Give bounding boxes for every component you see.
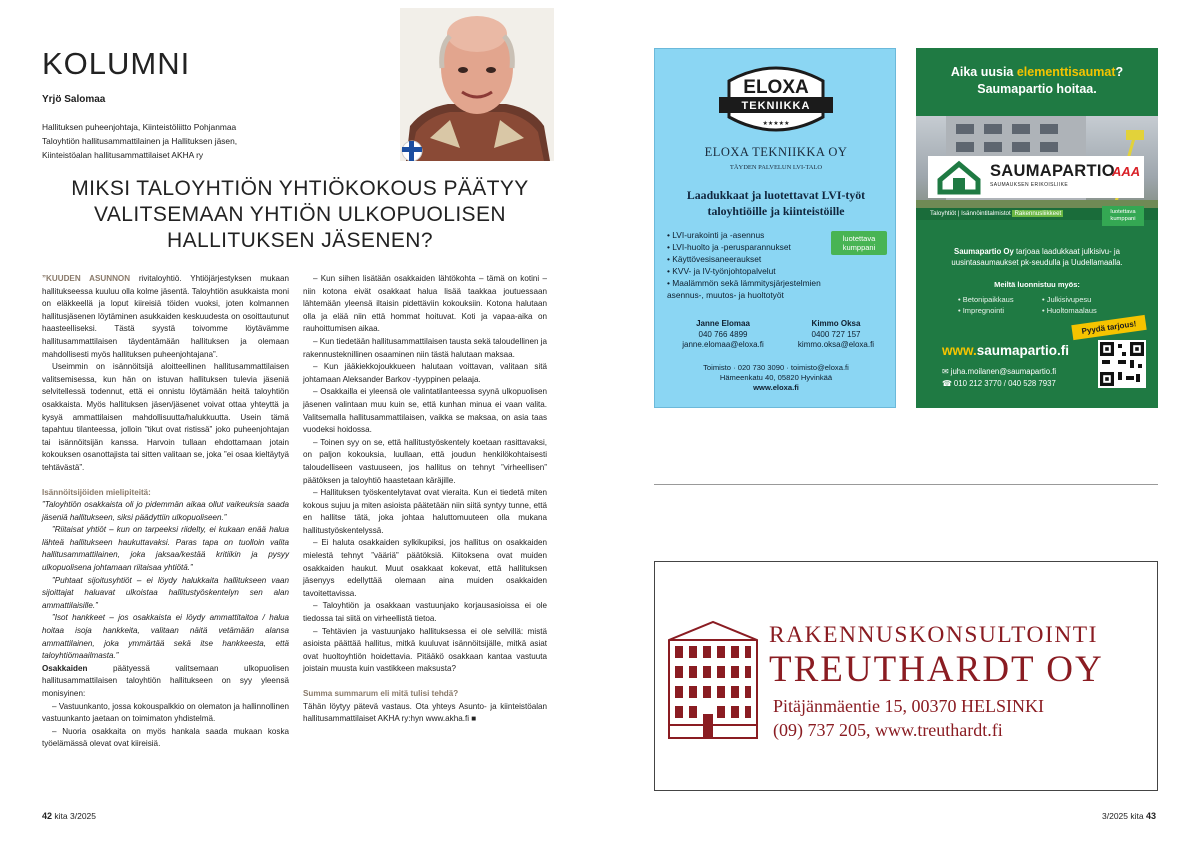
- treuthardt-advertisement: [654, 561, 1158, 791]
- list-item: • LVI-urakointi ja -asennus: [667, 229, 842, 241]
- author-name: Yrjö Salomaa: [42, 94, 106, 105]
- saumapartio-logo-name: SAUMAPARTIO: [990, 162, 1115, 180]
- dash-item: – Ei haluta osakkaiden sylkikupiksi, jos hallitus on osakkaiden mielestä tehnyt ”vääriä” päätöksiä. Kiitoksena ovat muiden osakkaiden haukut. Muut osakkaat kokevat, että hallituksen jäsenyys edellyttää olemaan aina muiden osakkaiden tavoitettavissa.: [303, 538, 547, 598]
- paragraph-lead: Osakkaiden: [42, 663, 88, 673]
- eloxa-tagline: [669, 187, 883, 219]
- paragraph-text: päätyessä valitsemaan ulkopuolisen hallitusammattilaisen taloyhtiön hallitukseen on syy yleensä monisyinen:: [42, 663, 289, 698]
- saumapartio-website: [942, 343, 1069, 358]
- dash-item: – Kun jääkiekkojoukkueen halutaan voittavan, valitaan sitä johtamaan Aleksander Barkov -tyyppinen pelaaja.: [303, 362, 547, 384]
- sauma-description-text: tarjoaa laadukkaat julkisivu- ja uusintasaumaukset pk-seudulla ja Uudellamaalla.: [951, 247, 1123, 267]
- aaa-rating: AAA: [1112, 164, 1141, 179]
- badge-line: kumppani: [842, 243, 876, 252]
- phone-text: 010 212 3770 / 040 528 7937: [953, 379, 1056, 388]
- segment-text: Taloyhtiöt | Isännöintitalmistot: [930, 210, 1011, 217]
- list-item: • Impregnointi: [958, 305, 1042, 316]
- badge-line: luotettava: [842, 234, 876, 243]
- contact-phone: 0400 727 157: [811, 329, 861, 339]
- bio-line: Hallituksen puheenjohtaja, Kiinteistöliitto Pohjanmaa: [42, 122, 237, 132]
- headline-line: HALLITUKSEN JÄSENEN?: [167, 229, 433, 252]
- contact-email: janne.elomaa@eloxa.fi: [682, 340, 764, 349]
- eloxa-office: Toimisto · 020 730 3090 · toimisto@eloxa.fi: [703, 363, 849, 372]
- bio-line: Kiinteistöalan hallitusammattilaiset AKHA ry: [42, 150, 204, 160]
- badge-line: luotettava: [1110, 209, 1136, 215]
- sauma-headline-line2: Saumapartio hoitaa.: [977, 82, 1097, 96]
- author-photo: [400, 8, 554, 161]
- dash-item: – Kun tiedetään hallitusammattilaisen tausta sekä taloudellinen ja rakennusteknillinen osaaminen niin tästä halutaan maksaa.: [303, 336, 547, 359]
- contact-name: Janne Elomaa: [696, 319, 750, 328]
- page-folio-right: [1102, 811, 1156, 821]
- lead-caps: ”KUUDEN ASUNNON: [42, 274, 131, 283]
- quote: ”Isot hankkeet – jos osakkaista ei löydy ammattitaitoa / halua hoitaa isoja hankkeita, valitaan näitä vetämään alansa ammattilainen, joka ymmärtää sekä itse hankkeesta, että taloyhtiömaailmasta.”: [42, 613, 289, 661]
- paragraph: [42, 663, 289, 701]
- eloxa-tagline-line: Laadukkaat ja luotettavat LVI-työt: [686, 188, 866, 202]
- eloxa-company-name: ELOXA TEKNIIKKA OY: [704, 145, 848, 159]
- sauma-headline-highlight: elementtisaumat: [1016, 65, 1116, 79]
- page-number: 43: [1145, 811, 1156, 821]
- paragraph: Useimmin on isännöitsijä aloitteellinen hallitusammattilaisen valitsemisessa, kun hän on istuvan hallituksen tulevia jäseniä selvitellessä todennut, että ei onnistu löytämään heitä taloyhtiön osakkaista. Myös hallituksen jäsen/jäsenet voivat ottaa yhteyttä ja kysyä ammattilaisen mahdollisuutta/halukkuutta. Usein tämä tapahtuu tilanteessa, jolloin ”tikut ovat ristissä” joko puheenjohtajan tai isännöitsijän kanssa. Harvoin tullaan ehdottamaan jotain kokouksen osanottajista tai sitten valitaan se, joka ”ei osaa kieltäytyä tehtävästä”.: [42, 362, 289, 472]
- treuthardt-company-name: TREUTHARDT OY: [769, 649, 1104, 690]
- eloxa-tagline-line: taloyhtiöille ja kiinteistöille: [707, 204, 845, 218]
- section-divider: [654, 484, 1158, 485]
- sauma-description: [928, 246, 1146, 268]
- list-item: • Julkisivupesu: [1042, 294, 1128, 305]
- web-prefix: www.: [942, 343, 977, 358]
- section-title: KOLUMNI: [42, 46, 191, 81]
- eloxa-badge-logo-icon: [711, 61, 841, 137]
- list-item: • Maalämmön sekä lämmitysjärjestelmien asennus-, muutos- ja huoltotyöt: [667, 277, 842, 301]
- dash-item: – Taloyhtiön ja osakkaan vastuunjako korjausasioissa ei ole tiedossa tai siitä on virheellistä tietoa.: [303, 601, 547, 624]
- sauma-phone: [942, 378, 1056, 390]
- lead-text: rivitaloyhtiö. Yhtiöjärjestyksen mukaan hallitukseessa kuuluu olla kolme jäsentä. Taloyhtiön asukkaista moni on eläkkeellä ja loput kiireisiä töiden vuoksi, joten kolmannen hallitusjäsenen löytäminen asukkaiden keskuudesta on osoittautunut haasteelliseksi. Tästä syystä toivomme löytävämme hallitusammattilaisen täydentämään hallituksen ja olemaan mahdollisesti myös hallituksen puheenjohtajana”.: [42, 274, 289, 359]
- eloxa-subtitle: TÄYDEN PALVELUN LVI-TALO: [729, 164, 823, 171]
- sauma-contact: [942, 366, 1056, 390]
- bio-line: Taloyhtiön hallitusammattilainen ja Hallituksen jäsen,: [42, 136, 238, 146]
- badge-line: kumppani: [1110, 216, 1136, 222]
- headline-line: VALITSEMAAN YHTIÖN ULKOPUOLISEN: [94, 203, 506, 226]
- dash-item: – Toinen syy on se, että hallitustyöskentely koetaan rasittavaksi, on paljon kokouksia, luullaan, että joudun henkilökohtaisesti taloudelliseen vastuuseen, jos hallitus on tehnyt ”virheellisen” päätöksen ja taloyhtiö haastetaan käräjille.: [303, 437, 547, 485]
- list-item: • Betonipaikkaus: [958, 294, 1042, 305]
- list-item: • LVI-huolto ja -perusparannukset: [667, 241, 842, 253]
- dash-item: – Osakkailla ei yleensä ole valintatilanteessa syynä ulkopuolisen jäsenen valintaan muu kuin se, että kunhan minua ei vaan valita. Valitsemalla hallitusammattilaisen, vaikka se maksaa, on asia taas vuodeksi hoidossa.: [303, 387, 547, 435]
- qr-code-icon: [1098, 340, 1146, 388]
- article-headline: [42, 176, 558, 254]
- magazine-name: kita: [54, 811, 68, 821]
- dash-item: – Nuoria osakkaita on myös hankala saada mukaan koska työelämässä olevat ovat kiireisiä.: [42, 726, 289, 749]
- eloxa-contact-2: [781, 319, 891, 351]
- eloxa-footer: [655, 363, 897, 393]
- dash-item: – Tehtävien ja vastuunjako hallituksessa ei ole selvillä: mistä asioista päättää hallitus, mitkä kuuluvat isännöitsijälle, mitkä asiat ovat huoltoyhtiön hoidettavia. Pitääkö osakkaan kantaa vastuuta joistain muusta kuin vastikkeen maksusta?: [303, 626, 547, 674]
- list-item: • Käyttövesisaneeraukset: [667, 253, 842, 265]
- eloxa-contact-1: [673, 319, 773, 351]
- dash-item: – Hallituksen työskentelytavat ovat vieraita. Kun ei tiedetä miten kokous sujuu ja miten asioista päätetään niin siitä syntyy tunne, että en hallitse tätä, joka johtaa haluttomuuteen olla mukana hallitustyöskentelyssä.: [303, 488, 547, 535]
- dash-item: – Vastuunkanto, jossa kokouspalkkio on olematon ja hallinnollinen vastuunkanto jaetaan on toimimaton yhdistelmä.: [42, 701, 289, 724]
- saumapartio-logo: [928, 156, 1144, 198]
- eloxa-website: www.eloxa.fi: [753, 383, 799, 392]
- request-quote-sticker: Pyydä tarjous!: [1071, 315, 1146, 340]
- subheading: Isännöitsijöiden mielipiteitä:: [42, 487, 151, 497]
- email-text: juha.moilanen@saumapartio.fi: [950, 367, 1057, 376]
- eloxa-logo-bottom: TEKNIIKKA: [741, 100, 811, 112]
- list-item: • Huoltomaalaus: [1042, 305, 1128, 316]
- eloxa-address: Hämeenkatu 40, 05820 Hyvinkää: [719, 373, 833, 382]
- trusted-partner-badge: [1102, 206, 1144, 226]
- treuthardt-line-1: RAKENNUSKONSULTOINTI: [769, 622, 1098, 648]
- treuthardt-contact: (09) 737 205, www.treuthardt.fi: [773, 720, 1003, 740]
- sauma-company: Saumapartio Oy: [954, 247, 1014, 256]
- lead-paragraph: [42, 273, 289, 361]
- eloxa-services-list: [667, 229, 842, 301]
- contact-email: kimmo.oksa@eloxa.fi: [797, 340, 875, 349]
- trusted-partner-badge: [831, 231, 887, 255]
- web-domain: saumapartio.fi: [976, 343, 1070, 358]
- eloxa-logo-top: ELOXA: [743, 77, 809, 98]
- treuthardt-address: Pitäjänmäentie 15, 00370 HELSINKI: [773, 696, 1044, 716]
- saumapartio-advertisement: [916, 48, 1158, 408]
- contact-name: Kimmo Oksa: [811, 319, 861, 328]
- email-icon: ✉: [942, 367, 949, 376]
- author-portrait-icon: [400, 8, 554, 161]
- page-folio-left: [42, 811, 96, 821]
- dash-item: – Kun siihen lisätään osakkaiden lähtökohta – tämä on kotini – niin kotona eivät osakkaat halua lisää taakkaa joutuessaan lähtemään yleensä iltaisin pidettäviin kokouksiin. Kotona halutaan olla ja elää niin että hommat hoituvat. Koti ja vapaa-aika on rauhoittumisen aikaa.: [303, 274, 547, 334]
- sauma-services-heading: Meiltä luonnistuu myös:: [994, 280, 1080, 289]
- sauma-headline-text: Aika uusia: [950, 65, 1017, 79]
- sauma-services-list: [958, 294, 1128, 316]
- author-bio: [42, 120, 372, 162]
- magazine-name: kita: [1130, 811, 1144, 821]
- quote: ”Puhtaat sijoitusyhtiöt – ei löydy halukkaita hallitukseen vaan sijoittajat haluavat ulkoistaa hallitustyöskentelyn sen alan ammattilaisille.”: [42, 575, 289, 610]
- house-logo-icon: [934, 156, 984, 198]
- sauma-headline: [916, 64, 1158, 98]
- list-item: • KVV- ja IV-työnjohtopalvelut: [667, 265, 842, 277]
- contact-phone: 040 766 4899: [698, 329, 748, 339]
- eloxa-logo-stars: ★★★★★: [762, 120, 790, 127]
- quote: ”Riitaisat yhtiöt – kun on tarpeeksi riidelty, ei kukaan enää halua lähteä hallitukseen haukuttavaksi. Paras tapa on tuolloin valita hallitusammattilainen, joka jaksaa/kestää kritiikin ja pysyy ulkopuolisena johtamaan riitaisaa yhtiötä.”: [42, 525, 289, 573]
- building-facade-icon: [665, 618, 761, 742]
- closing-paragraph: Tähän löytyy pätevä vastaus. Ota yhteys Asunto- ja kiinteistöalan hallitusammattilaiset AKHA ry:hyn www.akha.fi ■: [303, 701, 547, 724]
- issue-number: 3/2025: [70, 811, 96, 821]
- qr-code: [1098, 340, 1146, 388]
- eloxa-advertisement: [654, 48, 896, 408]
- article-column-1: [42, 273, 289, 751]
- subheading: Summa summarum eli mitä tulisi tehdä?: [303, 689, 459, 698]
- page-number: 42: [42, 811, 53, 821]
- phone-icon: ☎: [942, 379, 952, 388]
- sauma-headline-end: ?: [1115, 65, 1124, 79]
- saumapartio-logo-sub: SAUMAUKSEN ERIKOISLIIKE: [990, 182, 1069, 188]
- sauma-email: [942, 366, 1056, 378]
- article-column-2: [303, 273, 547, 726]
- headline-line: MIKSI TALOYHTIÖN YHTIÖKOKOUS PÄÄTYY: [71, 177, 529, 200]
- quote: ”Taloyhtiön osakkaista oli jo pidemmän aikaa ollut vaikeuksia saada jäseniä hallitukseen, siksi päädyttiin ulkopuoliseen.”: [42, 500, 289, 522]
- segment-text: Rakennusliikkeet: [1014, 210, 1062, 217]
- issue-number: 3/2025: [1102, 811, 1128, 821]
